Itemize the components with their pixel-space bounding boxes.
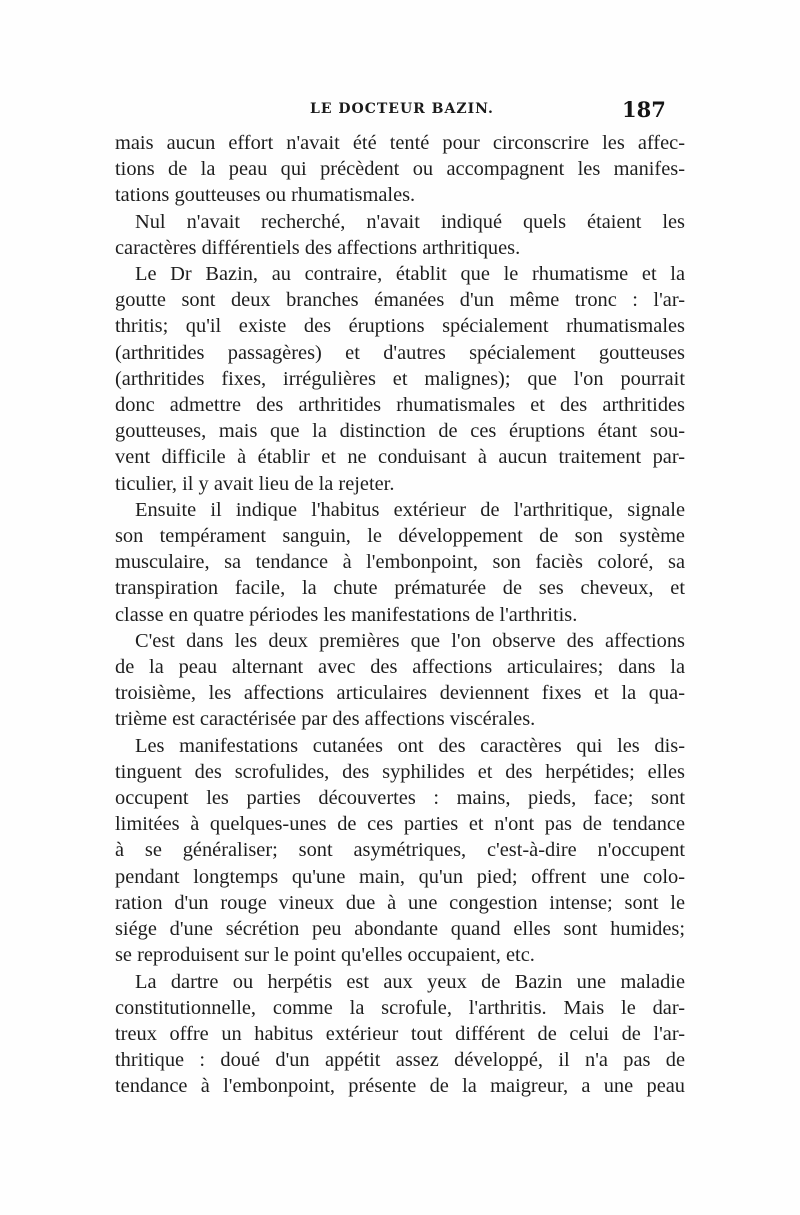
text-line: caractères différentiels des affections arthritiques.: [115, 236, 521, 259]
text-line: pendant longtemps qu'une main, qu'un pied; offrent une colo-: [115, 865, 685, 888]
text-line: limitées à quelques-unes de ces parties et n'ont pas de tendance: [115, 813, 685, 836]
paragraph: [115, 628, 685, 733]
text-line: tions de la peau qui précèdent ou accompagnent les manifes-: [115, 158, 685, 181]
text-line: tinguent des scrofulides, des syphilides et des herpétides; elles: [115, 760, 685, 783]
text-line: ration d'un rouge vineux due à une congestion intense; sont le: [115, 891, 685, 914]
paragraph: [115, 209, 685, 261]
text-line: goutteuses, mais que la distinction de ces éruptions étant sou-: [115, 420, 685, 443]
text-line: trième est caractérisée par des affections viscérales.: [115, 708, 536, 731]
text-line: ticulier, il y avait lieu de la rejeter.: [115, 472, 395, 495]
text-line: Le Dr Bazin, au contraire, établit que le rhumatisme et la: [135, 263, 685, 286]
text-line: mais aucun effort n'avait été tenté pour circonscrire les affec-: [115, 132, 685, 154]
body-text: [115, 130, 685, 1100]
page-number: 187: [622, 97, 666, 122]
text-line: musculaire, sa tendance à l'embonpoint, son faciès coloré, sa: [115, 551, 685, 574]
text-line: de la peau alternant avec des affections articulaires; dans la: [115, 656, 685, 679]
text-line: goutte sont deux branches émanées d'un même tronc : l'ar-: [115, 289, 685, 312]
text-line: vent difficile à établir et ne conduisant à aucun traitement par-: [115, 446, 685, 469]
paragraph: [115, 261, 685, 497]
paragraph: [115, 130, 685, 209]
text-line: treux offre un habitus extérieur tout différent de celui de l'ar-: [115, 1022, 685, 1045]
text-line: siége d'une sécrétion peu abondante quand elles sont humides;: [115, 918, 685, 941]
text-line: tations goutteuses ou rhumatismales.: [115, 184, 416, 207]
text-line: (arthritides fixes, irrégulières et malignes); que l'on pourrait: [115, 367, 685, 390]
running-title: LE DOCTEUR BAZIN.: [310, 101, 494, 117]
text-line: son tempérament sanguin, le développement de son système: [115, 525, 685, 548]
text-line: Ensuite il indique l'habitus extérieur de l'arthritique, signale: [135, 498, 685, 521]
text-line: donc admettre des arthritides rhumatismales et des arthritides: [115, 394, 685, 417]
paragraph: [115, 497, 685, 628]
text-line: (arthritides passagères) et d'autres spécialement goutteuses: [115, 341, 685, 364]
text-line: thritis; qu'il existe des éruptions spécialement rhumatismales: [115, 315, 685, 338]
text-line: transpiration facile, la chute prématurée de ses cheveux, et: [115, 577, 685, 600]
text-line: constitutionnelle, comme la scrofule, l'arthritis. Mais le dar-: [115, 996, 685, 1019]
running-header: [0, 97, 800, 127]
text-line: classe en quatre périodes les manifestations de l'arthritis.: [115, 603, 578, 626]
paragraph: [115, 969, 685, 1100]
text-line: se reproduisent sur le point qu'elles occupaient, etc.: [115, 944, 535, 967]
text-line: C'est dans les deux premières que l'on observe des affections: [135, 629, 685, 652]
text-line: La dartre ou herpétis est aux yeux de Bazin une maladie: [135, 970, 685, 993]
text-line: troisième, les affections articulaires deviennent fixes et la qua-: [115, 682, 685, 705]
text-line: à se généraliser; sont asymétriques, c'est-à-dire n'occupent: [115, 839, 685, 862]
text-line: Les manifestations cutanées ont des caractères qui les dis-: [135, 734, 685, 757]
text-line: occupent les parties découvertes : mains, pieds, face; sont: [115, 787, 685, 810]
text-line: Nul n'avait recherché, n'avait indiqué quels étaient les: [135, 210, 685, 233]
text-line: tendance à l'embonpoint, présente de la maigreur, a une peau: [115, 1075, 685, 1098]
text-line: thritique : doué d'un appétit assez développé, il n'a pas de: [115, 1049, 685, 1072]
paragraph: [115, 733, 685, 969]
